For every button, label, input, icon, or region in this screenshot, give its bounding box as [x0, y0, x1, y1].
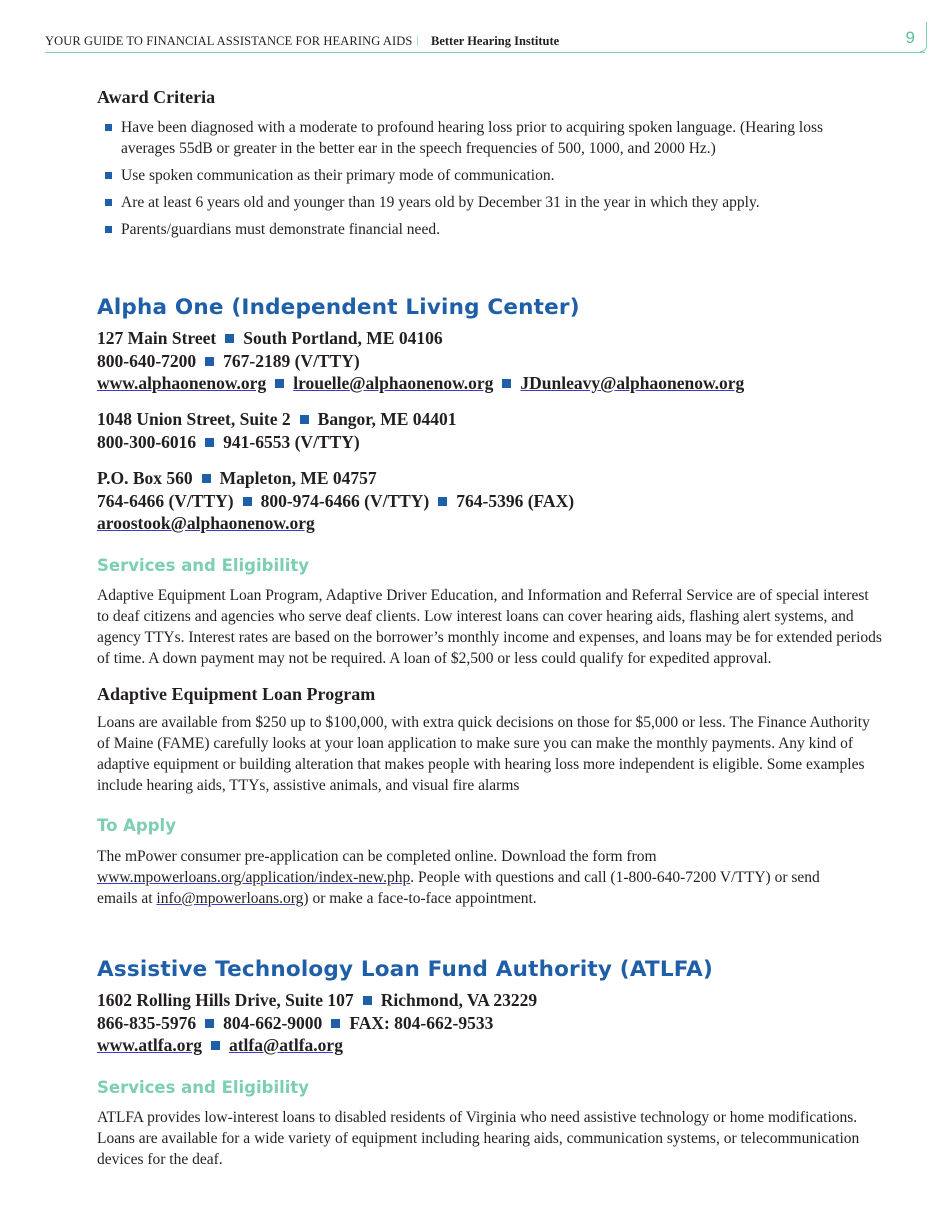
separator-square-icon — [225, 334, 234, 343]
header-organization: Better Hearing Institute — [431, 34, 560, 48]
alpha-email-link-jdunleavy[interactable]: JDunleavy@alphaonenow.org — [520, 373, 745, 393]
award-criteria-heading: Award Criteria — [97, 87, 216, 107]
separator-square-icon — [202, 474, 211, 483]
separator-square-icon — [243, 497, 252, 506]
alpha-services-text: Adaptive Equipment Loan Program, Adaptive Driver Education, and Information and Referral Service are of special interest to deaf citizens and agencies who serve deaf clients. Low interest loans can cover hearing aids, flashing alert systems, and agency TTYs. Interest rates are based on the borrower’s monthly income and expenses, and loans may be for extended periods of time. A down payment may not be required. A loan of $2,500 or less could qualify for expedited approval. — [97, 587, 882, 667]
alpha-apply-heading: To Apply — [97, 816, 176, 835]
alpha-email-link-lrouelle[interactable]: lrouelle@alphaonenow.org — [293, 373, 494, 393]
list-item: Parents/guardians must demonstrate financial need. — [97, 219, 867, 240]
document-title: YOUR GUIDE TO FINANCIAL ASSISTANCE FOR HEARING AIDS — [45, 34, 413, 48]
atlfa-email-link[interactable]: atlfa@atlfa.org — [228, 1035, 343, 1055]
separator-square-icon — [300, 415, 309, 424]
atlfa-website-link[interactable]: www.atlfa.org — [97, 1035, 202, 1055]
separator-square-icon — [275, 379, 284, 388]
mpower-email-link[interactable]: info@mpowerloans.org — [156, 890, 304, 907]
separator-square-icon — [211, 1041, 220, 1050]
mpower-application-link[interactable]: www.mpowerloans.org/application/index-new.php — [97, 869, 411, 886]
atlfa-services-text: ATLFA provides low-interest loans to disabled residents of Virginia who need assistive technology or home modifications. Loans are available for a wide variety of equipment including hearing aids, communication systems, or telecommunication devices for the deaf. — [97, 1109, 860, 1168]
header-separator: | — [416, 32, 419, 47]
list-item: Are at least 6 years old and younger than 19 years old by December 31 in the year in which they apply. — [97, 192, 867, 213]
header-corner-rule — [920, 22, 927, 52]
bullet-square-icon — [105, 172, 112, 179]
separator-square-icon — [205, 357, 214, 366]
atlfa-services-heading: Services and Eligibility — [97, 1078, 310, 1097]
page-header — [45, 26, 925, 53]
alpha-loan-heading: Adaptive Equipment Loan Program — [97, 684, 376, 704]
separator-square-icon — [331, 1019, 340, 1028]
alpha-website-link[interactable]: www.alphaonenow.org — [97, 373, 267, 393]
separator-square-icon — [205, 1019, 214, 1028]
alpha-loan-text: Loans are available from $250 up to $100,000, with extra quick decisions on those for $5,000 or less. The Finance Authority of Maine (FAME) carefully looks at your loan application to make sure you can make the monthly payments. Any kind of adaptive equipment or building alteration that makes people with hearing loss more independent is eligible. Some examples include hearing aids, TTYs, assistive animals, and visual fire alarms — [97, 714, 870, 794]
page-number: 9 — [905, 28, 915, 47]
bullet-square-icon — [105, 199, 112, 206]
award-criteria-list — [97, 117, 867, 246]
separator-square-icon — [363, 996, 372, 1005]
separator-square-icon — [205, 438, 214, 447]
list-item: Have been diagnosed with a moderate to profound hearing loss prior to acquiring spoken language. (Hearing loss averages 55dB or greater in the better ear in the speech frequencies of 500, 1000, and 2000 Hz.) — [97, 117, 867, 159]
alpha-apply-text: The mPower consumer pre-application can be completed online. Download the form from www.mpowerloans.org/application/index-new.php. People with questions and call (1-800-640-7200 V/TTY) or send emails at info@mpowerloans.org) or make a face-to-face appointment. — [97, 848, 820, 907]
alpha-one-title: Alpha One (Independent Living Center) — [97, 295, 580, 320]
bullet-square-icon — [105, 124, 112, 131]
atlfa-title: Assistive Technology Loan Fund Authority (ATLFA) — [97, 957, 714, 982]
bullet-square-icon — [105, 226, 112, 233]
alpha-office-mapleton: P.O. Box 560 Mapleton, ME 04757 764-6466 (V/TTY) 800-974-6466 (V/TTY) 764-5396 (FAX) aroostook@alphaonenow.org — [97, 468, 575, 533]
alpha-office-bangor: 1048 Union Street, Suite 2 Bangor, ME 04401 800-300-6016 941-6553 (V/TTY) — [97, 409, 457, 452]
separator-square-icon — [438, 497, 447, 506]
separator-square-icon — [502, 379, 511, 388]
list-item: Use spoken communication as their primary mode of communication. — [97, 165, 867, 186]
alpha-email-link-aroostook[interactable]: aroostook@alphaonenow.org — [97, 513, 315, 533]
alpha-services-heading: Services and Eligibility — [97, 556, 310, 575]
atlfa-contact: 1602 Rolling Hills Drive, Suite 107 Richmond, VA 23229 866-835-5976 804-662-9000 FAX: 804-662-9533 www.atlfa.org atlfa@atlfa.org — [97, 990, 538, 1055]
alpha-office-portland: 127 Main Street South Portland, ME 04106 800-640-7200 767-2189 (V/TTY) www.alphaonenow.org lrouelle@alphaonenow.org JDunleavy@alphaonenow.org — [97, 328, 745, 393]
